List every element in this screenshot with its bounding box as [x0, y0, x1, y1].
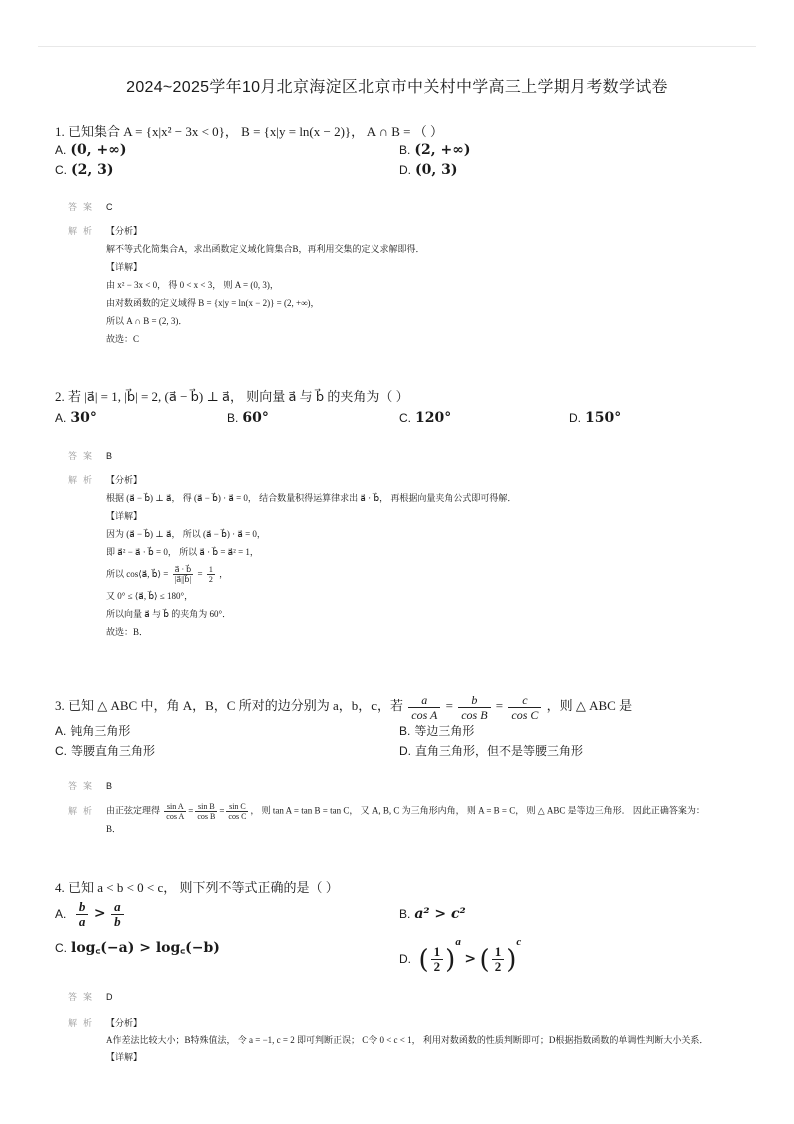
question-3-options-row1: [55, 722, 734, 742]
fraction: $\frac{c}{\text{cos C}}$: [508, 693, 541, 722]
cosine-line: 所以 cos⟨a⃗, b⃗⟩ = $\frac{a⃗ \cdot b⃗}{|a⃗||b⃗|}$ = $\frac{1}{2}$ ，: [106, 565, 229, 585]
question-3-stem: 3. 已知 △ ABC 中，角 A，B，C 所对的边分别为 a，b，c，若 $\frac{a}{\text{cos A}}$ = $\frac{b}{\text{cos B}}$ = $\frac{c}{\text{cos C}}$ ，则 △ ABC 是: [55, 692, 633, 722]
question-4-options-row2: [55, 936, 734, 980]
fraction: $\frac{a}{\text{cos A}}$: [408, 693, 440, 722]
question-3: [55, 690, 734, 762]
answer-value: C: [106, 202, 113, 212]
option-d: D. 150°: [569, 410, 622, 426]
page-title: 2024~2025学年10月北京海淀区北京市中关村中学高三上学期月考数学试卷: [126, 79, 668, 96]
question-1-options-row2: [55, 162, 734, 182]
question-3-options-row2: [55, 742, 734, 762]
option-c: C. (2, 3): [55, 162, 114, 178]
fraction: $\frac{1}{2}$: [208, 565, 213, 585]
question-4-options-row1: [55, 898, 734, 936]
question-1-stem: 1. 已知集合 A = {x|x² − 3x < 0}， B = {x|y = ln(x − 2)}， A ∩ B = （ ）: [55, 124, 444, 139]
question-4-stem: 4. 已知 a < b < 0 < c， 则下列不等式正确的是（ ）: [55, 880, 339, 895]
question-2: [55, 387, 734, 430]
option-c: C. log꜀(−a) > log꜀(−b): [55, 940, 220, 956]
option-b: B. (2, +∞): [399, 142, 471, 158]
option-a: A. (0, +∞): [55, 142, 127, 158]
question-2-options: [55, 410, 734, 430]
option-d: D. ( $\frac{1}{2}$ )$^a$ > ( $\frac{1}{2}$ )$^c$: [399, 936, 522, 975]
answer-value: D: [106, 992, 113, 1002]
question-1: [55, 122, 734, 182]
question-4: [55, 878, 734, 980]
fraction: $\frac{\text{sin B}}{\text{cos B}}$: [197, 802, 216, 821]
solution-4: 解析 【分析】 A作差法比较大小；B特殊值法， 令 a = −1, c = 2 即可判断正误； C令 0 < c < 1， 利用对数函数的性质判断即可；D根据指数函数的单调性判断大小关系． 【详解】: [68, 1018, 709, 1062]
option-a: A. 钝角三角形: [55, 724, 131, 738]
header-rule: [38, 46, 756, 47]
question-1-options-row1: [55, 142, 734, 162]
question-2-stem: 2. 若 |a⃗| = 1, |b⃗| = 2, (a⃗ − b⃗) ⊥ a⃗， 则向量 a⃗ 与 b⃗ 的夹角为（ ）: [55, 389, 409, 404]
option-c: C. 120°: [399, 410, 452, 426]
answer-value: B: [106, 451, 113, 461]
answer-value: B: [106, 781, 113, 791]
solution-1: 解析 【分析】 解不等式化简集合A，求出函数定义域化简集合B，再利用交集的定义求解即得． 【详解】 由 x² − 3x < 0， 得 0 < x < 3， 则 A = (0, 3)， 由对数函数的定义域得 B = {x|y = ln(x − 2)} = (2, +∞)， 所以 A ∩ B = (2, 3)． 故选：C: [68, 226, 425, 344]
option-b: B. 60°: [227, 410, 269, 426]
fraction: $\frac{a⃗ \cdot b⃗}{|a⃗||b⃗|}$: [174, 565, 192, 585]
option-b: B. 等边三角形: [399, 724, 475, 738]
option-d: D. 直角三角形，但不是等腰三角形: [399, 744, 584, 758]
option-c: C. 等腰直角三角形: [55, 744, 156, 758]
solution-3: 解析 由正弦定理得 $\frac{\text{sin A}}{\text{cos A}}$ = $\frac{\text{sin B}}{\text{cos B}}$ = $\frac{\text{sin C}}{\text{cos C}}$ ， 则 tan A = tan B = tan C， 又 A, B, C 为三角形内角， 则 A = B = C， 则 △ ABC 是等边三角形． 因此正确答案为： B．: [68, 802, 705, 834]
option-a: A. 30°: [55, 410, 97, 426]
fraction: $\frac{\text{sin C}}{\text{cos C}}$: [228, 802, 247, 821]
option-d: D. (0, 3): [399, 162, 458, 178]
option-b: B. a² > c²: [399, 906, 466, 922]
fraction: $\frac{b}{\text{cos B}}$: [458, 693, 490, 722]
solution-2: 解析 【分析】 根据 (a⃗ − b⃗) ⊥ a⃗， 得 (a⃗ − b⃗) · a⃗ = 0， 结合数量积得运算律求出 a⃗ · b⃗， 再根据向量夹角公式即可得解． 【详解】 因为 (a⃗ − b⃗) ⊥ a⃗， 所以 (a⃗ − b⃗) · a⃗ = 0， 即 a⃗² − a⃗ · b⃗ = 0， 所以 a⃗ · b⃗ = a⃗² = 1， 所以 cos⟨a⃗, b⃗⟩ = $\frac{a⃗ \cdot b⃗}{|a⃗||b⃗|}$ = $\frac{1}{2}$ ， 又 0° ≤ ⟨a⃗, b⃗⟩ ≤ 180°， 所以向量 a⃗ 与 b⃗ 的夹角为 60°． 故选：B．: [68, 471, 722, 641]
option-a: A. $\frac{b}{a}$ > $\frac{a}{b}$: [55, 900, 126, 929]
fraction: $\frac{\text{sin A}}{\text{cos A}}$: [166, 802, 185, 821]
